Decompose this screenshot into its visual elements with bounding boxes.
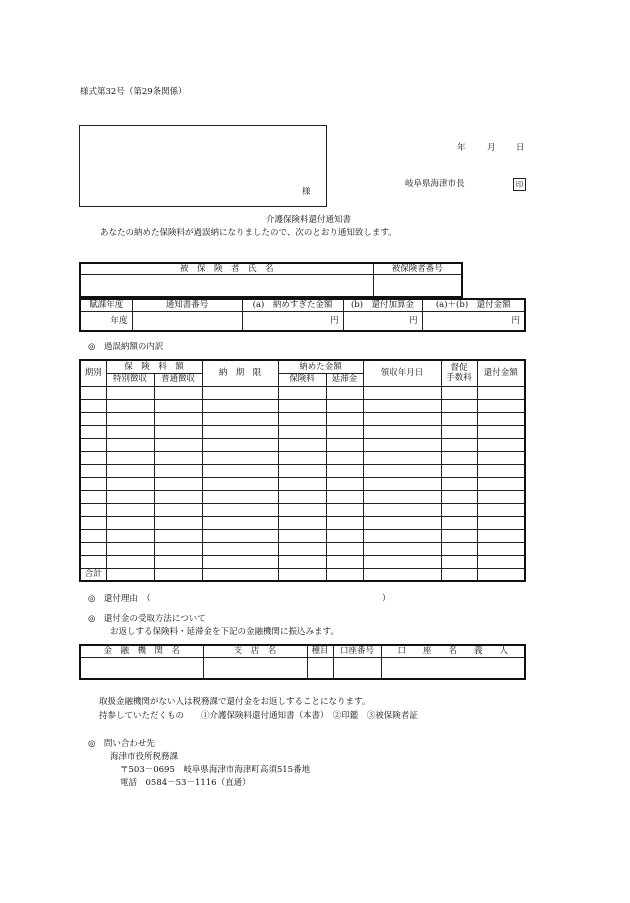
h-arrears: 延滞金 (326, 373, 363, 386)
h-paid-premium: 保険料 (278, 373, 326, 386)
h-fee-line2: 手数料 (446, 372, 472, 383)
breakdown-cell (202, 555, 278, 568)
summary-header-addition: (b) 還付加算金 (343, 299, 422, 311)
breakdown-cell (326, 529, 363, 542)
breakdown-row (80, 516, 525, 529)
breakdown-cell (477, 542, 525, 555)
breakdown-cell (326, 516, 363, 529)
breakdown-cell (363, 477, 441, 490)
breakdown-cell (106, 386, 154, 399)
breakdown-cell (106, 555, 154, 568)
breakdown-cell (441, 464, 477, 477)
breakdown-cell (154, 477, 202, 490)
breakdown-cell (106, 503, 154, 516)
method-heading: ◎ 還付金の受取方法について (88, 614, 206, 624)
breakdown-row (80, 451, 525, 464)
breakdown-cell (441, 503, 477, 516)
breakdown-row (80, 542, 525, 555)
breakdown-cell (477, 386, 525, 399)
breakdown-body (80, 386, 525, 568)
breakdown-cell (80, 425, 106, 438)
method-text: お返しする保険料・延滞金を下記の金融機関に振込みます。 (110, 627, 339, 637)
breakdown-cell (278, 451, 326, 464)
breakdown-cell (154, 438, 202, 451)
breakdown-cell (441, 451, 477, 464)
h-refund: 還付金額 (477, 360, 525, 386)
breakdown-cell (154, 503, 202, 516)
breakdown-cell (80, 555, 106, 568)
breakdown-cell (441, 477, 477, 490)
breakdown-row (80, 490, 525, 503)
breakdown-cell (154, 490, 202, 503)
breakdown-cell (154, 542, 202, 555)
intro-text: あなたの納めた保険料が過誤納になりましたので、次のとおり通知致します。 (100, 228, 397, 238)
date-month: 月 (487, 143, 496, 153)
breakdown-cell (278, 477, 326, 490)
breakdown-cell (106, 477, 154, 490)
breakdown-cell (202, 477, 278, 490)
total-cell (363, 568, 441, 581)
breakdown-cell (441, 516, 477, 529)
breakdown-cell (326, 542, 363, 555)
insured-number-cell (373, 274, 462, 297)
breakdown-cell (80, 503, 106, 516)
breakdown-cell (477, 412, 525, 425)
total-row (80, 568, 525, 581)
breakdown-cell (278, 529, 326, 542)
summary-notice-cell (132, 311, 242, 331)
h-period: 期別 (80, 360, 106, 386)
reason-close: ） (382, 594, 391, 604)
summary-header-overpaid: (a) 納めすぎた金額 (242, 299, 343, 311)
form-number: 様式第32号（第29条関係） (80, 87, 187, 97)
breakdown-cell (80, 438, 106, 451)
h-fee (441, 360, 477, 386)
breakdown-cell (202, 503, 278, 516)
bank-type-cell (307, 657, 333, 679)
bank-header-account: 口座番号 (333, 645, 381, 657)
summary-header-notice-no: 通知書番号 (132, 299, 242, 311)
breakdown-cell (441, 438, 477, 451)
total-cell (441, 568, 477, 581)
breakdown-row (80, 438, 525, 451)
note-line-2: 持参していただくもの ①介護保険料還付通知書（本書） ②印鑑 ③被保険者証 (99, 711, 418, 721)
issuer-name: 岐阜県海津市長 (405, 179, 465, 189)
breakdown-cell (106, 412, 154, 425)
bank-holder-cell (381, 657, 525, 679)
breakdown-cell (363, 386, 441, 399)
breakdown-cell (154, 555, 202, 568)
breakdown-row (80, 386, 525, 399)
breakdown-cell (477, 438, 525, 451)
breakdown-cell (278, 399, 326, 412)
breakdown-cell (106, 451, 154, 464)
breakdown-cell (363, 503, 441, 516)
breakdown-table (79, 359, 526, 582)
breakdown-cell (80, 490, 106, 503)
breakdown-cell (441, 542, 477, 555)
total-cell (477, 568, 525, 581)
total-cell (278, 568, 326, 581)
date-day: 日 (516, 143, 525, 153)
h-fee-line1: 督促 (450, 363, 468, 374)
contact-phone: 電話 0584－53－1116（直通） (120, 778, 251, 788)
breakdown-cell (202, 386, 278, 399)
breakdown-cell (202, 464, 278, 477)
insured-name-header: 被 保 険 者 氏 名 (80, 263, 373, 274)
breakdown-cell (326, 503, 363, 516)
summary-year-unit: 年度 (80, 311, 132, 331)
insured-name-cell (80, 274, 373, 297)
breakdown-cell (326, 399, 363, 412)
breakdown-row (80, 412, 525, 425)
breakdown-cell (477, 451, 525, 464)
breakdown-cell (477, 399, 525, 412)
breakdown-cell (80, 542, 106, 555)
breakdown-cell (154, 425, 202, 438)
breakdown-cell (202, 490, 278, 503)
breakdown-cell (278, 464, 326, 477)
contact-address: 〒503－0695 岐阜県海津市海津町高須515番地 (120, 765, 311, 775)
breakdown-cell (278, 438, 326, 451)
breakdown-cell (278, 542, 326, 555)
breakdown-cell (326, 438, 363, 451)
bank-header-type: 種目 (307, 645, 333, 657)
breakdown-cell (477, 503, 525, 516)
bank-header-branch: 支 店 名 (203, 645, 307, 657)
breakdown-row (80, 464, 525, 477)
breakdown-cell (202, 425, 278, 438)
breakdown-cell (363, 516, 441, 529)
breakdown-cell (363, 542, 441, 555)
insured-table (79, 262, 463, 298)
breakdown-cell (106, 399, 154, 412)
breakdown-cell (154, 516, 202, 529)
breakdown-cell (154, 529, 202, 542)
summary-header-refund: (a)＋(b) 還付金額 (422, 299, 525, 311)
total-cell (106, 568, 154, 581)
contact-heading: ◎ 問い合わせ先 (88, 739, 155, 749)
breakdown-cell (80, 529, 106, 542)
bank-table (79, 644, 526, 680)
breakdown-cell (477, 490, 525, 503)
breakdown-cell (80, 464, 106, 477)
breakdown-cell (154, 412, 202, 425)
breakdown-cell (202, 412, 278, 425)
h-deadline: 納 期 限 (202, 360, 278, 386)
breakdown-cell (441, 412, 477, 425)
breakdown-cell (106, 490, 154, 503)
breakdown-cell (80, 412, 106, 425)
bank-name-cell (80, 657, 203, 679)
breakdown-cell (106, 425, 154, 438)
note-line-1: 取扱金融機関がない人は税務課で還付金をお返しすることになります。 (99, 697, 371, 707)
breakdown-cell (363, 529, 441, 542)
contact-dept: 海津市役所税務課 (110, 752, 179, 762)
breakdown-cell (441, 555, 477, 568)
breakdown-cell (441, 399, 477, 412)
total-cell (326, 568, 363, 581)
breakdown-cell (80, 399, 106, 412)
breakdown-cell (477, 555, 525, 568)
bank-account-cell (333, 657, 381, 679)
breakdown-cell (363, 555, 441, 568)
breakdown-cell (326, 477, 363, 490)
breakdown-cell (154, 399, 202, 412)
breakdown-cell (202, 516, 278, 529)
breakdown-row (80, 555, 525, 568)
breakdown-cell (278, 386, 326, 399)
breakdown-cell (326, 555, 363, 568)
bank-branch-cell (203, 657, 307, 679)
h-paid: 納めた金額 (278, 360, 363, 373)
bank-header-holder: 口 座 名 義 人 (381, 645, 525, 657)
breakdown-cell (278, 516, 326, 529)
breakdown-cell (441, 529, 477, 542)
breakdown-cell (202, 451, 278, 464)
summary-overpaid-yen: 円 (242, 311, 343, 331)
breakdown-cell (278, 425, 326, 438)
breakdown-cell (278, 503, 326, 516)
breakdown-cell (278, 555, 326, 568)
breakdown-cell (363, 464, 441, 477)
total-cell (154, 568, 202, 581)
breakdown-cell (363, 438, 441, 451)
breakdown-row (80, 425, 525, 438)
breakdown-cell (326, 425, 363, 438)
breakdown-cell (363, 412, 441, 425)
breakdown-cell (154, 464, 202, 477)
h-receipt-date: 領収年月日 (363, 360, 441, 386)
breakdown-row (80, 399, 525, 412)
summary-addition-yen: 円 (343, 311, 422, 331)
total-label: 合計 (80, 568, 106, 581)
breakdown-cell (326, 451, 363, 464)
breakdown-row (80, 503, 525, 516)
breakdown-cell (106, 516, 154, 529)
breakdown-cell (477, 464, 525, 477)
breakdown-cell (278, 412, 326, 425)
breakdown-cell (106, 438, 154, 451)
h-premium: 保 険 料 額 (106, 360, 202, 373)
breakdown-heading: ◎ 過誤納額の内訳 (88, 342, 164, 352)
breakdown-cell (202, 529, 278, 542)
seal-mark (513, 178, 526, 191)
bank-header-name: 金 融 機 関 名 (80, 645, 203, 657)
seal-label: 印 (513, 178, 526, 191)
breakdown-cell (106, 529, 154, 542)
breakdown-cell (80, 451, 106, 464)
summary-header-year: 賦課年度 (80, 299, 132, 311)
breakdown-cell (477, 529, 525, 542)
breakdown-cell (441, 425, 477, 438)
breakdown-row (80, 529, 525, 542)
breakdown-cell (106, 464, 154, 477)
reason-label: ◎ 還付理由 （ (88, 594, 151, 604)
document-title: 介護保険料還付通知書 (266, 215, 352, 225)
summary-table (79, 298, 526, 332)
breakdown-cell (202, 438, 278, 451)
summary-refund-yen: 円 (422, 311, 525, 331)
insured-number-header: 被保険者番号 (373, 263, 462, 274)
breakdown-cell (80, 516, 106, 529)
address-box (79, 125, 327, 207)
breakdown-cell (202, 542, 278, 555)
h-special: 特別徴収 (106, 373, 154, 386)
breakdown-cell (363, 399, 441, 412)
date-year: 年 (457, 143, 466, 153)
breakdown-cell (80, 386, 106, 399)
breakdown-cell (477, 477, 525, 490)
breakdown-cell (326, 386, 363, 399)
breakdown-cell (326, 490, 363, 503)
breakdown-cell (278, 490, 326, 503)
breakdown-cell (363, 451, 441, 464)
breakdown-cell (441, 386, 477, 399)
breakdown-cell (154, 451, 202, 464)
breakdown-cell (363, 425, 441, 438)
h-normal: 普通徴収 (154, 373, 202, 386)
breakdown-cell (326, 412, 363, 425)
breakdown-cell (477, 425, 525, 438)
breakdown-cell (80, 477, 106, 490)
breakdown-cell (363, 490, 441, 503)
breakdown-row (80, 477, 525, 490)
breakdown-cell (106, 542, 154, 555)
total-cell (202, 568, 278, 581)
breakdown-cell (202, 399, 278, 412)
address-honorific: 様 (302, 187, 311, 197)
breakdown-cell (441, 490, 477, 503)
breakdown-cell (477, 516, 525, 529)
breakdown-cell (154, 386, 202, 399)
breakdown-cell (326, 464, 363, 477)
